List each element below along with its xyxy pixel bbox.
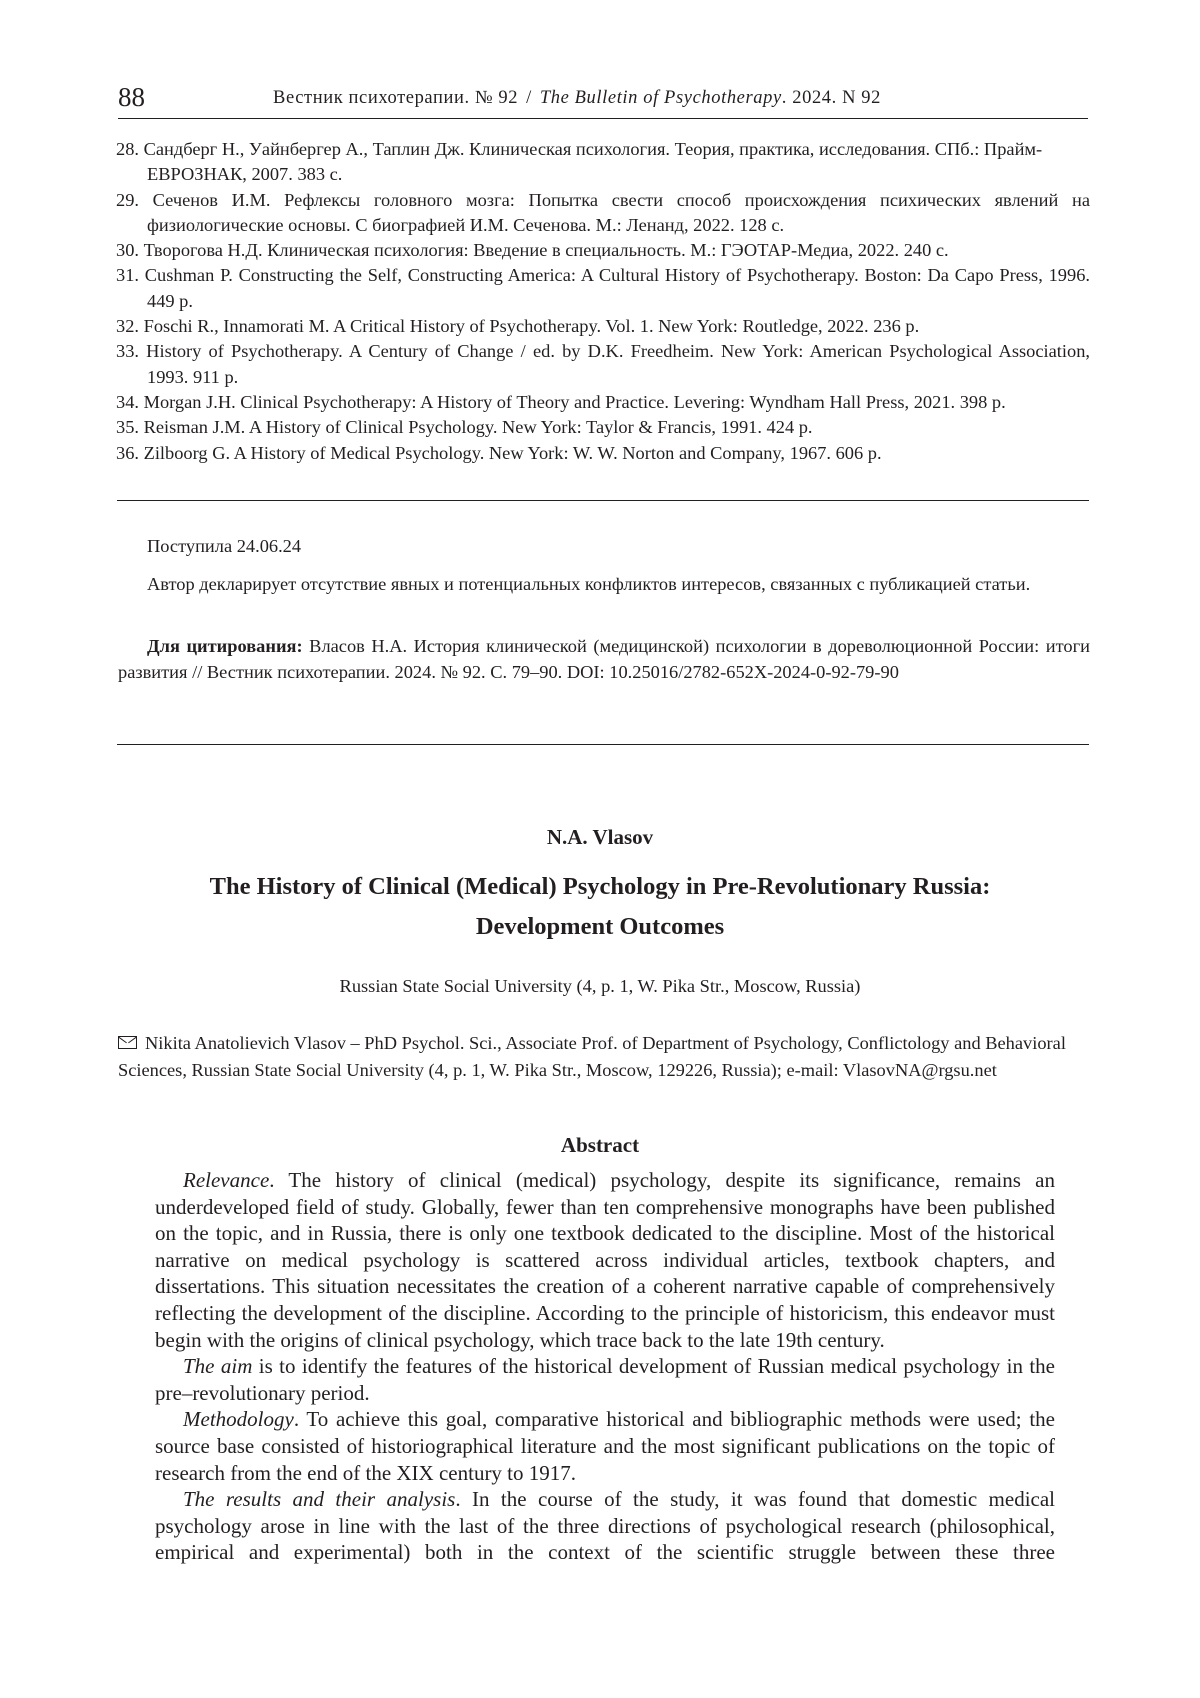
reference-item: 34. Morgan J.H. Clinical Psychotherapy: A History of Theory and Practice. Levering: Wyndham Hall Press, 2021. 398 p. <box>116 391 1006 412</box>
abstract-paragraph <box>155 1406 1055 1486</box>
title-separator: / <box>526 88 532 108</box>
abstract-paragraph <box>155 1167 1055 1353</box>
reference-item: 33. History of Psychotherapy. A Century of Change / ed. by D.K. Freedheim. New York: American Psychological Association, 1993. 911 p. <box>116 341 1090 387</box>
running-header <box>118 80 1088 119</box>
author-contact-text: Nikita Anatolievich Vlasov – PhD Psychol. Sci., Associate Prof. of Department of Psychology, Conflictology and Behavioral Sciences, Russian State Social University (4, p. 1, W. Pika Str., Moscow, 129226, Russia); e-mail: VlasovNA@rgsu.net <box>118 1033 1066 1080</box>
abstract-heading: Abstract <box>560 1133 640 1157</box>
reference-item: 31. Cushman P. Constructing the Self, Constructing America: A Cultural History of Psychotherapy. Boston: Da Capo Press, 1996. 449 p. <box>116 265 1090 311</box>
reference-item: 35. Reisman J.M. A History of Clinical Psychology. New York: Taylor & Francis, 1991. 424 p. <box>116 417 813 438</box>
section-divider <box>117 500 1089 501</box>
abstract-section-label: Methodology <box>183 1407 294 1432</box>
abstract-paragraph-text: is to identify the features of the historical development of Russian medical psychology in the pre–revolutionary period. <box>155 1354 1056 1405</box>
abstract-body <box>155 1167 1055 1566</box>
affiliation: Russian State Social University (4, p. 1, W. Pika Str., Moscow, Russia) <box>339 976 861 996</box>
received-date: Поступила 24.06.24 <box>147 536 302 556</box>
journal-running-title <box>273 86 881 110</box>
reference-item: 32. Foschi R., Innamorati M. A Critical History of Psychotherapy. Vol. 1. New York: Routledge, 2022. 236 p. <box>116 316 920 337</box>
section-divider <box>117 744 1089 745</box>
author-contact <box>118 1030 1090 1083</box>
abstract-paragraph-text: . In the course of the study, it was found that domestic medical psychology arose in line with the last of the three directions of psychological research (philosophical, empirical and experimental) both in the context of the scientific struggle between these three <box>155 1487 1056 1565</box>
abstract-section-label: The results and their analysis <box>183 1487 456 1512</box>
conflict-of-interest: Автор декларирует отсутствие явных и потенциальных конфликтов интересов, связанных с публикацией статьи. <box>147 574 1031 594</box>
abstract-paragraph-text: . To achieve this goal, comparative historical and bibliographic methods were used; the source base consisted of historiographical literature and the most significant publications on the topic of research from the end of the XIX century to 1917. <box>155 1407 1055 1485</box>
citation-block <box>118 633 1090 685</box>
journal-year-issue: . 2024. N 92 <box>781 88 881 108</box>
abstract-section-label: The aim <box>183 1354 253 1379</box>
envelope-icon <box>118 1036 137 1049</box>
article-title-line: The History of Clinical (Medical) Psychology in Pre-Revolutionary Russia: <box>209 873 991 900</box>
reference-item: 29. Сеченов И.М. Рефлексы головного мозга: Попытка свести способ происхождения психических явлений на физиологические основы. С биографией И.М. Сеченова. М.: Ленанд, 2022. 128 с. <box>116 189 1090 235</box>
abstract-paragraph <box>155 1486 1055 1566</box>
page-number: 88 <box>118 82 145 112</box>
abstract-paragraph <box>155 1353 1055 1406</box>
author-name: N.A. Vlasov <box>546 825 654 849</box>
reference-list <box>116 137 1090 466</box>
citation-label: Для цитирования: <box>147 636 303 656</box>
journal-title-ru: Вестник психотерапии. № 92 <box>273 88 519 108</box>
article-title <box>150 867 1050 947</box>
reference-item: 28. Сандберг Н., Уайнбергер А., Таплин Дж. Клиническая психология. Теория, практика, исследования. СПб.: Прайм-ЕВРОЗНАК, 2007. 383 с. <box>116 139 1043 185</box>
abstract-section-label: Relevance <box>183 1168 270 1192</box>
journal-title-en: The Bulletin of Psychotherapy <box>539 88 782 108</box>
citation-text: Власов Н.А. История клинической (медицинской) психологии в дореволюционной России: итоги развития // Вестник психотерапии. 2024. № 92. С. 79–90. DOI: 10.25016/2782-652X-2024-0-92-79-90 <box>118 636 1090 682</box>
abstract-paragraph-text: . The history of clinical (medical) psychology, despite its significance, remains an underdeveloped field of study. Globally, fewer than ten comprehensive monographs have been published on the topic, and in Russia, there is only one textbook dedicated to the discipline. Most of the historical narrative on medical psychology is scattered across individual articles, textbook chapters, and dissertations. This situation necessitates the creation of a coherent narrative capable of comprehensively reflecting the development of the discipline. According to the principle of historicism, this endeavor must begin with the origins of clinical psychology, which trace back to the late 19th century. <box>155 1168 1055 1352</box>
article-title-line: Development Outcomes <box>475 913 725 940</box>
reference-item: 36. Zilboorg G. A History of Medical Psychology. New York: W. W. Norton and Company, 1967. 606 p. <box>116 442 882 463</box>
reference-item: 30. Творогова Н.Д. Клиническая психология: Введение в специальность. М.: ГЭОТАР-Медиа, 2022. 240 с. <box>116 240 949 261</box>
